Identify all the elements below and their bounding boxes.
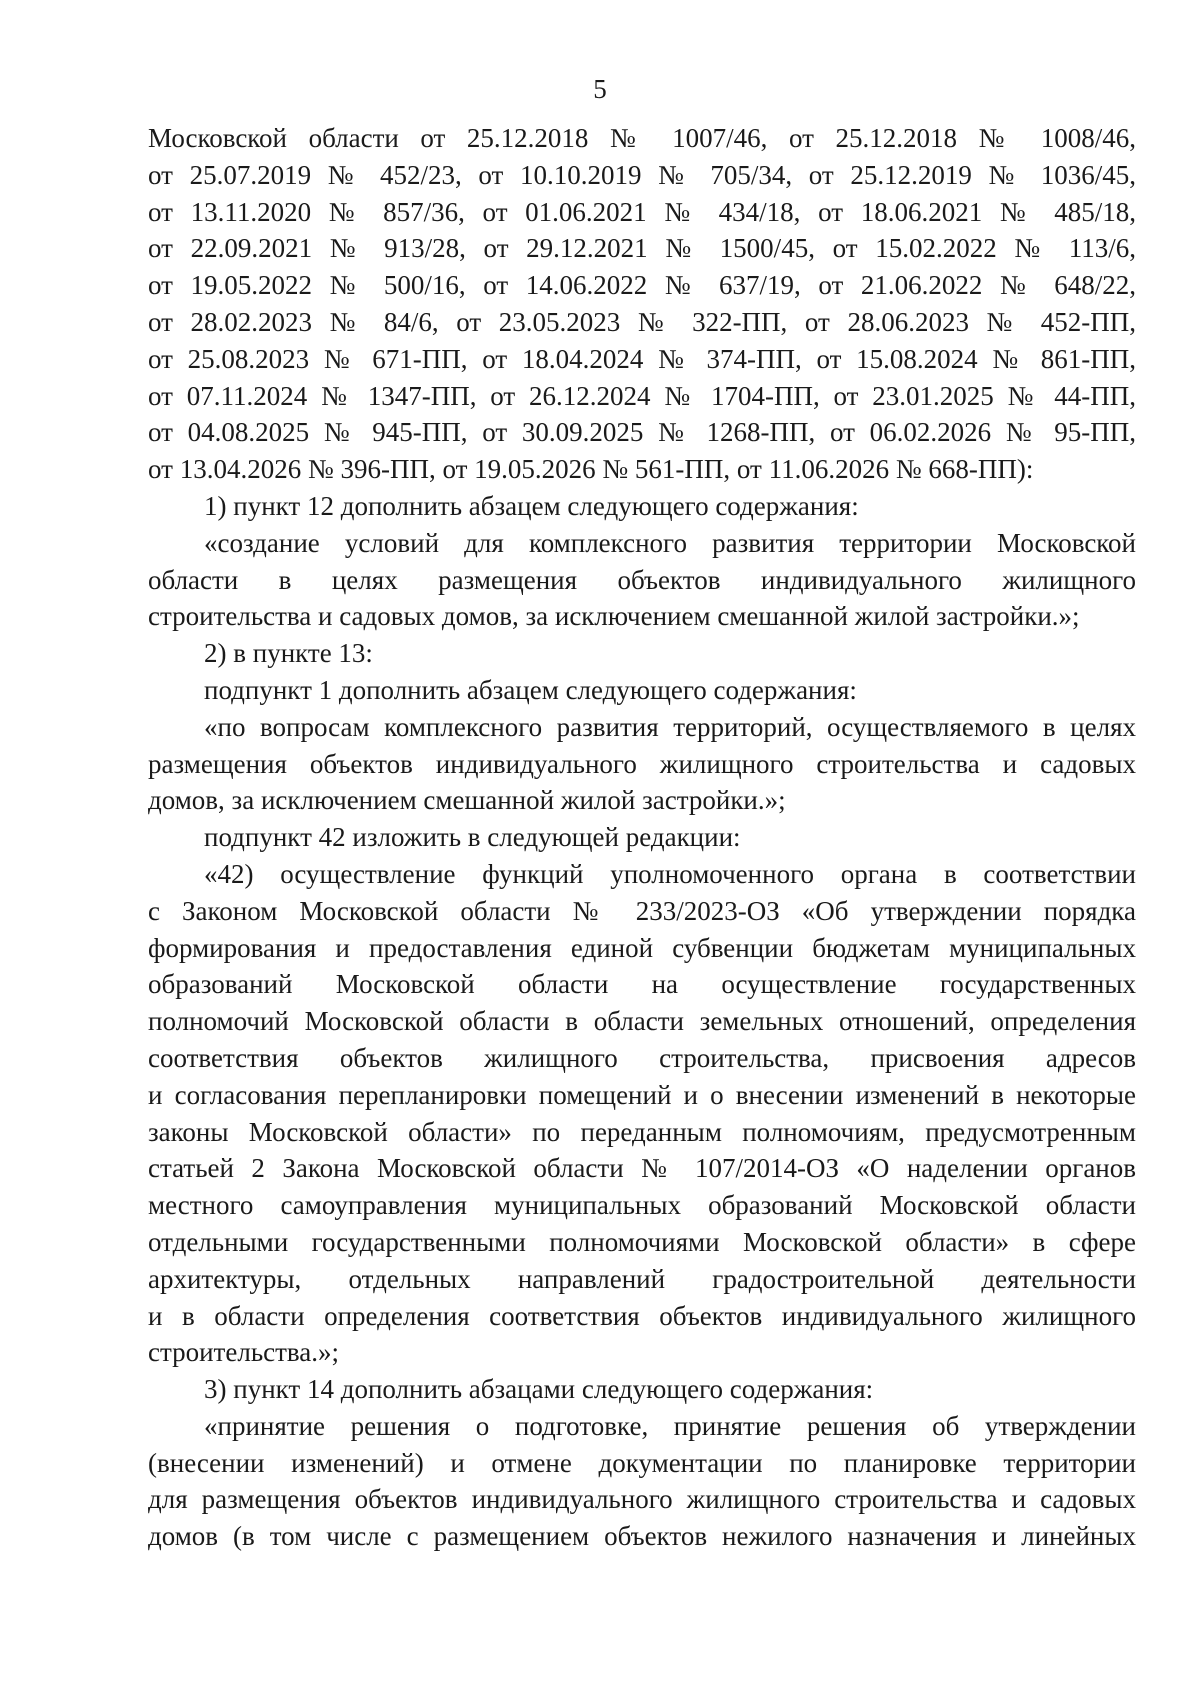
- text-line: домов, за исключением смешанной жилой застройки.»;: [148, 785, 786, 816]
- text-line: строительства.»;: [148, 1337, 340, 1368]
- text-line: от 22.09.2021 № 913/28, от 29.12.2021 № 1500/45, от 15.02.2022 № 113/6,: [148, 233, 1136, 264]
- text-line: законы Московской области» по переданным полномочиям, предусмотренным: [148, 1116, 1136, 1147]
- text-line: от 04.08.2025 № 945-ПП, от 30.09.2025 № 1268-ПП, от 06.02.2026 № 95-ПП,: [148, 417, 1136, 448]
- text-line: полномочий Московской области в области земельных отношений, определения: [148, 1006, 1136, 1037]
- text-line: 3) пункт 14 дополнить абзацами следующего содержания:: [204, 1374, 874, 1405]
- text-line: от 25.07.2019 № 452/23, от 10.10.2019 № 705/34, от 25.12.2019 № 1036/45,: [148, 159, 1136, 190]
- text-line: архитектуры, отдельных направлений градостроительной деятельности: [148, 1263, 1136, 1294]
- text-line: 2) в пункте 13:: [204, 638, 373, 669]
- text-line: для размещения объектов индивидуального жилищного строительства и садовых: [148, 1484, 1136, 1515]
- document-body: [148, 120, 1136, 1555]
- text-line: местного самоуправления муниципальных образований Московской области: [148, 1190, 1136, 1221]
- text-line: «42) осуществление функций уполномоченного органа в соответствии: [204, 858, 1136, 889]
- text-line: подпункт 42 изложить в следующей редакции:: [204, 822, 741, 853]
- text-line: подпункт 1 дополнить абзацем следующего содержания:: [204, 674, 857, 705]
- text-line: от 13.04.2026 № 396-ПП, от 19.05.2026 № 561-ПП, от 11.06.2026 № 668-ПП):: [148, 454, 1034, 485]
- text-line: (внесении изменений) и отмене документации по планировке территории: [148, 1447, 1136, 1478]
- text-line: и согласования перепланировки помещений и о внесении изменений в некоторые: [148, 1079, 1136, 1110]
- text-line: отдельными государственными полномочиями Московской области» в сфере: [148, 1226, 1136, 1257]
- text-line: Московской области от 25.12.2018 № 1007/46, от 25.12.2018 № 1008/46,: [148, 123, 1136, 153]
- text-line: и в области определения соответствия объектов индивидуального жилищного: [148, 1300, 1136, 1331]
- text-line: формирования и предоставления единой субвенции бюджетам муниципальных: [148, 932, 1136, 963]
- text-line: статьей 2 Закона Московской области № 107/2014-ОЗ «О наделении органов: [148, 1153, 1136, 1184]
- text-line: от 28.02.2023 № 84/6, от 23.05.2023 № 322-ПП, от 28.06.2023 № 452-ПП,: [148, 306, 1136, 337]
- text-line: соответствия объектов жилищного строительства, присвоения адресов: [148, 1042, 1136, 1073]
- text-line: от 19.05.2022 № 500/16, от 14.06.2022 № 637/19, от 21.06.2022 № 648/22,: [148, 270, 1136, 301]
- text-line: области в целях размещения объектов индивидуального жилищного: [148, 564, 1136, 595]
- text-line: от 07.11.2024 № 1347-ПП, от 26.12.2024 № 1704-ПП, от 23.01.2025 № 44-ПП,: [148, 380, 1136, 411]
- text-line: «по вопросам комплексного развития территорий, осуществляемого в целях: [204, 711, 1136, 742]
- text-line: строительства и садовых домов, за исключением смешанной жилой застройки.»;: [148, 601, 1080, 632]
- page-number: 5: [593, 74, 607, 104]
- text-line: от 25.08.2023 № 671-ПП, от 18.04.2024 № 374-ПП, от 15.08.2024 № 861-ПП,: [148, 343, 1136, 374]
- text-line: 1) пункт 12 дополнить абзацем следующего содержания:: [204, 490, 859, 521]
- text-line: размещения объектов индивидуального жилищного строительства и садовых: [148, 748, 1136, 779]
- text-line: «создание условий для комплексного развития территории Московской: [204, 527, 1136, 558]
- text-line: образований Московской области на осуществление государственных: [148, 969, 1136, 1000]
- text-line: «принятие решения о подготовке, принятие решения об утверждении: [204, 1410, 1136, 1441]
- text-line: с Законом Московской области № 233/2023-ОЗ «Об утверждении порядка: [148, 895, 1136, 926]
- text-line: от 13.11.2020 № 857/36, от 01.06.2021 № 434/18, от 18.06.2021 № 485/18,: [148, 196, 1136, 227]
- text-line: домов (в том числе с размещением объектов нежилого назначения и линейных: [148, 1521, 1136, 1552]
